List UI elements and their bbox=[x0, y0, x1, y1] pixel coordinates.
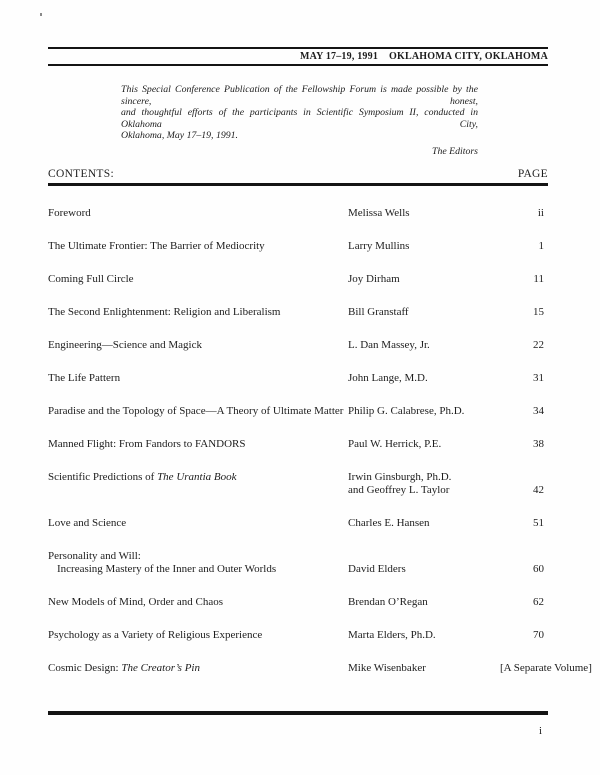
entry-author: Brendan O’Regan bbox=[348, 596, 428, 608]
entry-title: Psychology as a Variety of Religious Experience bbox=[48, 629, 263, 641]
entry-author: Mike Wisenbaker bbox=[348, 662, 426, 674]
toc-entry bbox=[48, 405, 548, 418]
entry-author-line: and Geoffrey L. Taylor bbox=[348, 484, 450, 496]
toc-entry bbox=[48, 662, 592, 675]
entry-page: 11 bbox=[533, 273, 544, 285]
entry-author: L. Dan Massey, Jr. bbox=[348, 339, 430, 351]
entry-page: 34 bbox=[533, 405, 544, 417]
toc-entry bbox=[48, 306, 548, 319]
entry-title-line: Personality and Will: bbox=[48, 550, 141, 562]
entry-author-line: Irwin Ginsburgh, Ph.D. bbox=[348, 471, 452, 483]
contents-rule bbox=[48, 183, 548, 186]
toc-entry bbox=[48, 339, 548, 352]
header-rule-top bbox=[48, 47, 548, 49]
entry-title-line: Increasing Mastery of the Inner and Outer Worlds bbox=[57, 563, 277, 575]
page-column-label: PAGE bbox=[517, 168, 548, 180]
entry-title: The Second Enlightenment: Religion and Liberalism bbox=[48, 306, 281, 318]
entry-title: New Models of Mind, Order and Chaos bbox=[48, 596, 224, 608]
entry-title: Paradise and the Topology of Space—A Theory of Ultimate Matter bbox=[48, 405, 344, 417]
entry-page: 51 bbox=[533, 517, 544, 529]
entry-author: Joy Dirham bbox=[348, 273, 400, 285]
entry-author: Marta Elders, Ph.D. bbox=[348, 629, 436, 641]
toc-entry bbox=[48, 596, 548, 609]
entry-title: Manned Flight: From Fandors to FANDORS bbox=[48, 438, 246, 450]
toc-entry bbox=[48, 471, 548, 497]
intro-paragraph bbox=[121, 84, 478, 158]
toc-entry bbox=[48, 517, 548, 530]
entry-page: 22 bbox=[533, 339, 544, 351]
intro-signature: The Editors bbox=[432, 145, 478, 157]
entry-page: 15 bbox=[533, 306, 544, 318]
entry-title: Engineering—Science and Magick bbox=[48, 339, 202, 351]
entry-author bbox=[348, 471, 500, 497]
toc-entry bbox=[48, 629, 548, 642]
entry-author: Philip G. Calabrese, Ph.D. bbox=[348, 405, 465, 417]
entry-title: The Life Pattern bbox=[48, 372, 121, 384]
entry-page: 62 bbox=[533, 596, 544, 608]
entry-page: ii bbox=[537, 207, 544, 219]
footer-rule bbox=[48, 711, 548, 715]
entry-title: Coming Full Circle bbox=[48, 273, 134, 285]
contents-list bbox=[48, 207, 592, 695]
entry-author: David Elders bbox=[348, 563, 406, 575]
entry-author: Paul W. Herrick, P.E. bbox=[348, 438, 442, 450]
entry-title: The Ultimate Frontier: The Barrier of Mediocrity bbox=[48, 240, 265, 252]
page-number: i bbox=[538, 725, 542, 737]
contents-header bbox=[48, 167, 548, 181]
entry-title: Love and Science bbox=[48, 517, 127, 529]
toc-entry bbox=[48, 438, 548, 451]
entry-title-italic: The Urantia Book bbox=[157, 471, 237, 483]
entry-title-italic: The Creator’s Pin bbox=[121, 662, 200, 674]
entry-title: Foreword bbox=[48, 207, 91, 219]
entry-title bbox=[48, 550, 348, 576]
toc-entry bbox=[48, 550, 548, 576]
toc-entry bbox=[48, 240, 548, 253]
scan-speck bbox=[40, 13, 42, 16]
toc-entry bbox=[48, 372, 548, 385]
entry-page: 31 bbox=[533, 372, 544, 384]
entry-title: Scientific Predictions of The Urantia Book bbox=[48, 471, 237, 483]
toc-entry bbox=[48, 273, 548, 286]
entry-author: John Lange, M.D. bbox=[348, 372, 428, 384]
header-rule-bottom bbox=[48, 64, 548, 66]
entry-author: Melissa Wells bbox=[348, 207, 410, 219]
entry-author: Bill Granstaff bbox=[348, 306, 409, 318]
entry-page: 60 bbox=[533, 563, 544, 575]
entry-page: 38 bbox=[533, 438, 544, 450]
intro-line: Oklahoma, May 17–19, 1991. bbox=[121, 130, 239, 142]
contents-label: CONTENTS: bbox=[48, 168, 114, 180]
intro-line: and thoughtful efforts of the participants in Scientific Symposium II, conducted in Oklahoma City, bbox=[121, 107, 478, 130]
entry-title: Cosmic Design: The Creator’s Pin bbox=[48, 662, 200, 674]
entry-page: [A Separate Volume] bbox=[500, 662, 592, 674]
intro-line: This Special Conference Publication of the Fellowship Forum is made possible by the sincere, honest, bbox=[121, 84, 478, 107]
header-location: OKLAHOMA CITY, OKLAHOMA bbox=[389, 51, 548, 62]
entry-page: 1 bbox=[538, 240, 544, 252]
header-date: MAY 17–19, 1991 bbox=[299, 51, 379, 62]
entry-page: 70 bbox=[533, 629, 544, 641]
entry-page: 42 bbox=[533, 484, 544, 496]
entry-author: Larry Mullins bbox=[348, 240, 410, 252]
entry-author: Charles E. Hansen bbox=[348, 517, 430, 529]
toc-entry bbox=[48, 207, 548, 220]
header-dateline bbox=[48, 50, 548, 63]
